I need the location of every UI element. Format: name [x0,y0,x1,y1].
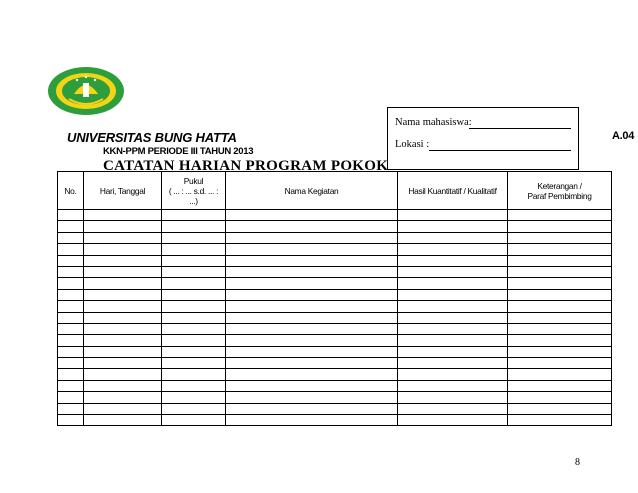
table-cell[interactable] [508,210,612,221]
table-cell[interactable] [162,380,226,391]
table-cell[interactable] [58,335,84,346]
table-cell[interactable] [58,380,84,391]
table-cell[interactable] [226,255,398,266]
table-cell[interactable] [398,255,508,266]
table-row [58,301,612,312]
table-cell[interactable] [162,266,226,277]
location-field[interactable] [429,150,571,151]
table-cell[interactable] [58,323,84,334]
table-row [58,312,612,323]
table-cell[interactable] [398,232,508,243]
table-row [58,232,612,243]
table-cell[interactable] [508,278,612,289]
table-cell[interactable] [226,323,398,334]
table-cell[interactable] [398,289,508,300]
table-row [58,335,612,346]
table-cell[interactable] [84,255,162,266]
table-cell[interactable] [58,221,84,232]
table-cell[interactable] [58,369,84,380]
table-cell[interactable] [58,244,84,255]
table-cell[interactable] [84,392,162,403]
location-label: Lokasi : [395,139,430,150]
table-row [58,244,612,255]
table-cell[interactable] [162,232,226,243]
table-cell[interactable] [84,380,162,391]
table-cell[interactable] [84,278,162,289]
table-cell[interactable] [226,358,398,369]
table-cell[interactable] [508,301,612,312]
table-cell[interactable] [508,244,612,255]
table-cell[interactable] [226,392,398,403]
table-cell[interactable] [508,221,612,232]
table-row [58,346,612,357]
table-cell[interactable] [58,312,84,323]
table-cell[interactable] [508,380,612,391]
table-row [58,358,612,369]
table-cell[interactable] [508,335,612,346]
table-cell[interactable] [508,369,612,380]
table-cell[interactable] [84,221,162,232]
table-cell[interactable] [162,210,226,221]
table-cell[interactable] [84,335,162,346]
table-cell[interactable] [84,210,162,221]
table-cell[interactable] [226,289,398,300]
table-row [58,255,612,266]
university-logo [47,66,125,116]
table-cell[interactable] [162,255,226,266]
table-cell[interactable] [84,358,162,369]
table-row [58,221,612,232]
table-cell[interactable] [226,278,398,289]
table-row [58,380,612,391]
table-cell[interactable] [162,323,226,334]
table-cell[interactable] [162,403,226,414]
table-cell[interactable] [398,312,508,323]
table-cell[interactable] [226,335,398,346]
student-info-box [387,107,579,170]
table-cell[interactable] [162,289,226,300]
table-cell[interactable] [58,392,84,403]
table-cell[interactable] [398,346,508,357]
table-cell[interactable] [398,415,508,426]
table-cell[interactable] [84,323,162,334]
table-cell[interactable] [84,232,162,243]
table-cell[interactable] [508,392,612,403]
table-cell[interactable] [226,232,398,243]
table-cell[interactable] [398,369,508,380]
table-cell[interactable] [226,346,398,357]
table-cell[interactable] [398,244,508,255]
table-row [58,403,612,414]
table-cell[interactable] [84,369,162,380]
column-header-activity: Nama Kegiatan [226,172,398,210]
table-cell[interactable] [162,278,226,289]
table-cell[interactable] [84,312,162,323]
table-cell[interactable] [226,369,398,380]
table-cell[interactable] [162,358,226,369]
table-cell[interactable] [58,210,84,221]
table-cell[interactable] [508,358,612,369]
table-cell[interactable] [58,346,84,357]
student-name-label: Nama mahasiswa: [395,117,472,128]
table-row [58,278,612,289]
table-cell[interactable] [508,312,612,323]
table-cell[interactable] [58,403,84,414]
table-cell[interactable] [58,278,84,289]
table-cell[interactable] [508,403,612,414]
table-cell[interactable] [58,232,84,243]
table-cell[interactable] [398,358,508,369]
table-row [58,415,612,426]
table-cell[interactable] [226,221,398,232]
page-title: CATATAN HARIAN PROGRAM POKOK [103,158,389,174]
table-cell[interactable] [398,380,508,391]
table-cell[interactable] [162,369,226,380]
table-cell[interactable] [162,392,226,403]
table-cell[interactable] [162,335,226,346]
table-cell[interactable] [226,266,398,277]
table-cell[interactable] [226,380,398,391]
table-cell[interactable] [398,335,508,346]
table-cell[interactable] [58,301,84,312]
table-cell[interactable] [398,266,508,277]
column-header-no: No. [58,172,84,210]
column-header-time: Pukul ( ... : ... s.d. ... : ...) [162,172,226,210]
table-cell[interactable] [226,210,398,221]
table-cell[interactable] [58,266,84,277]
table-header-row [58,172,612,210]
table-cell[interactable] [508,346,612,357]
table-cell[interactable] [398,221,508,232]
table-cell[interactable] [162,415,226,426]
form-code: A.04 [612,130,635,142]
table-cell[interactable] [84,289,162,300]
table-cell[interactable] [58,358,84,369]
table-cell[interactable] [398,278,508,289]
activity-table [57,171,612,426]
table-cell[interactable] [226,244,398,255]
table-cell[interactable] [162,244,226,255]
university-name: UNIVERSITAS BUNG HATTA [67,130,237,145]
table-cell[interactable] [508,323,612,334]
table-cell[interactable] [84,266,162,277]
table-cell[interactable] [226,415,398,426]
table-cell[interactable] [84,346,162,357]
table-cell[interactable] [162,301,226,312]
table-cell[interactable] [84,403,162,414]
table-cell[interactable] [58,415,84,426]
page-number: 8 [575,457,580,468]
table-cell[interactable] [162,221,226,232]
table-cell[interactable] [58,255,84,266]
student-name-field[interactable] [469,128,571,129]
table-row [58,289,612,300]
table-cell[interactable] [58,289,84,300]
table-cell[interactable] [398,403,508,414]
table-cell[interactable] [398,301,508,312]
table-row [58,369,612,380]
table-cell[interactable] [84,415,162,426]
table-cell[interactable] [508,255,612,266]
table-row [58,266,612,277]
table-row [58,323,612,334]
table-cell[interactable] [226,403,398,414]
table-cell[interactable] [162,312,226,323]
table-cell[interactable] [508,232,612,243]
table-cell[interactable] [508,289,612,300]
table-cell[interactable] [508,415,612,426]
table-cell[interactable] [398,392,508,403]
table-cell[interactable] [84,301,162,312]
table-cell[interactable] [226,301,398,312]
program-period: KKN-PPM PERIODE III TAHUN 2013 [103,146,254,157]
table-cell[interactable] [398,323,508,334]
column-header-date: Hari, Tanggal [84,172,162,210]
table-cell[interactable] [84,244,162,255]
column-header-result: Hasil Kuantitatif / Kualitatif [398,172,508,210]
table-cell[interactable] [398,210,508,221]
table-cell[interactable] [508,266,612,277]
table-row [58,392,612,403]
table-row [58,210,612,221]
column-header-remarks: Keterangan / Paraf Pembimbing [508,172,612,210]
table-cell[interactable] [226,312,398,323]
table-cell[interactable] [162,346,226,357]
